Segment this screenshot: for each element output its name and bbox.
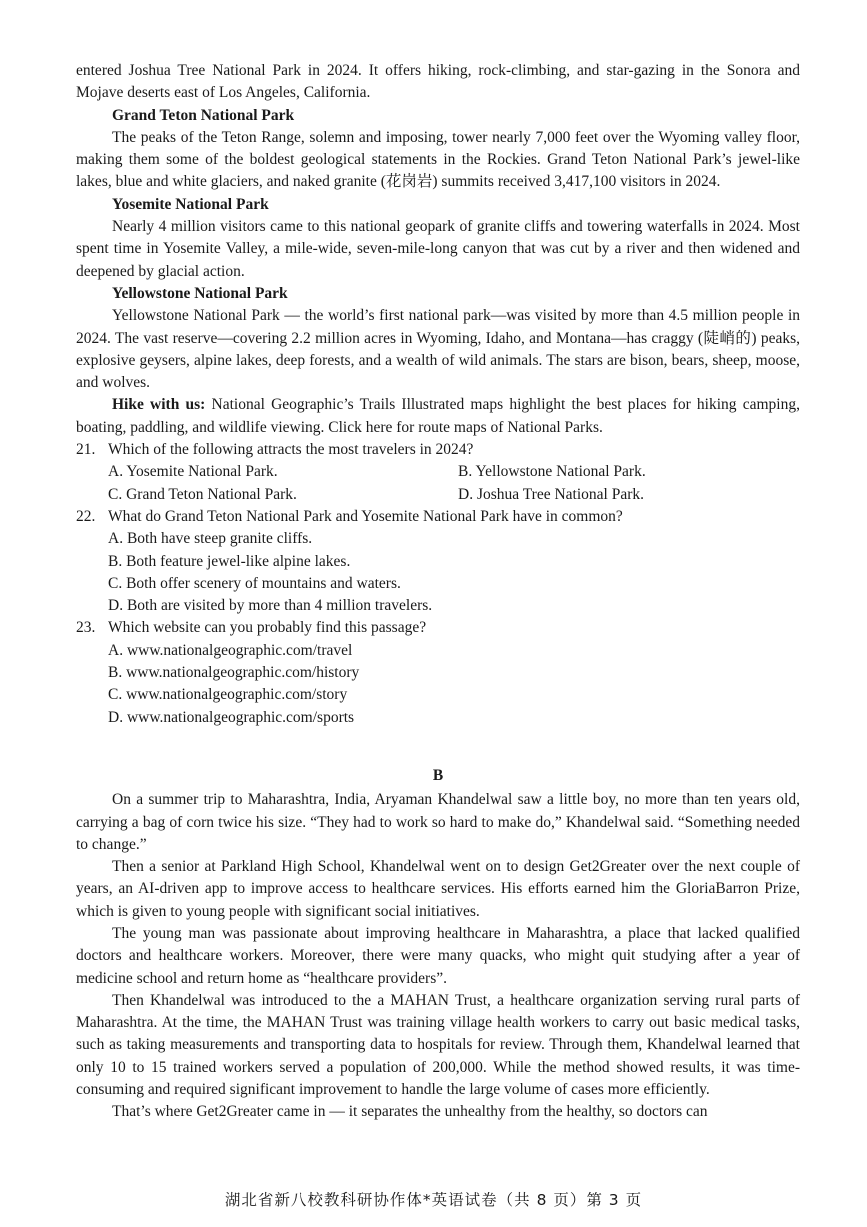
- park-section-yellowstone: [76, 283, 800, 394]
- passage-b-paragraph: That’s where Get2Greater came in — it separates the unhealthy from the healthy, so doctors can: [112, 1103, 708, 1121]
- answer-option-d: D. Both are visited by more than 4 million travelers.: [108, 597, 433, 615]
- hike-label: Hike with us:: [112, 396, 206, 414]
- passage-b-letter: B: [432, 766, 444, 784]
- question-21: [76, 439, 800, 506]
- answer-option-c: C. Grand Teton National Park.: [108, 485, 297, 503]
- question-stem: Which website can you probably find this passage?: [108, 619, 427, 637]
- park-heading: Grand Teton National Park: [112, 106, 295, 124]
- passage-b-paragraph: Then a senior at Parkland High School, Khandelwal went on to design Get2Greater over the next couple of years, an AI-driven app to improve access to healthcare services. His efforts earned him the GloriaBarron Prize, which is given to young people with significant social initiatives.: [76, 858, 800, 920]
- answer-option-c: C. Both offer scenery of mountains and waters.: [108, 574, 401, 592]
- answer-option-b: B. Both feature jewel-like alpine lakes.: [108, 552, 351, 570]
- answer-option-c: C. www.nationalgeographic.com/story: [108, 686, 348, 704]
- passage-a-intro: entered Joshua Tree National Park in 2024. It offers hiking, rock-climbing, and star-gazing in the Sonora and Mojave deserts east of Los Angeles, California.: [76, 62, 800, 102]
- question-23: [76, 617, 800, 728]
- answer-option-a: A. Both have steep granite cliffs.: [108, 530, 313, 548]
- park-section-yosemite: [76, 194, 800, 283]
- question-number: 23.: [76, 619, 96, 637]
- hike-text: National Geographic’s Trails Illustrated maps highlight the best places for hiking camping, boating, paddling, and wildlife viewing. Click here for route maps of National Parks.: [76, 396, 800, 436]
- answer-option-b: B. www.nationalgeographic.com/history: [108, 664, 360, 682]
- question-number: 21.: [76, 441, 96, 459]
- passage-b-paragraph: Then Khandelwal was introduced to the a MAHAN Trust, a healthcare organization serving rural parts of Maharashtra. At the time, the MAHAN Trust was training village health workers to carry out basic medical tasks, such as taking measurements and transporting data to hospitals for review. Through them, Khandelwal learned that only 10 to 15 trained workers served a population of 200,000. While the method showed results, it was time-consuming and required significant improvement to handle the large volume of cases more efficiently.: [76, 991, 800, 1099]
- question-22: [76, 506, 800, 617]
- park-section-grand-teton: [76, 105, 800, 194]
- exam-page: [76, 60, 800, 1124]
- page-footer: 湖北省新八校教科研协作体*英语试卷（共 8 页）第 3 页: [224, 1191, 643, 1209]
- question-number: 22.: [76, 507, 96, 525]
- answer-option-d: D. www.nationalgeographic.com/sports: [108, 708, 355, 726]
- answer-option-b: B. Yellowstone National Park.: [458, 463, 646, 481]
- park-heading: Yellowstone National Park: [112, 284, 288, 302]
- answer-option-a: A. www.nationalgeographic.com/travel: [108, 641, 353, 659]
- question-stem: Which of the following attracts the most travelers in 2024?: [108, 441, 474, 459]
- park-heading: Yosemite National Park: [112, 195, 269, 213]
- hike-paragraph: [76, 394, 800, 439]
- question-stem: What do Grand Teton National Park and Yosemite National Park have in common?: [108, 507, 623, 525]
- park-description: The peaks of the Teton Range, solemn and imposing, tower nearly 7,000 feet over the Wyoming valley floor, making them some of the boldest geological statements in the Rockies. Grand Teton National Park’s jewel-like lakes, blue and white glaciers, and naked granite (花岗岩) summits received 3,417,100 visitors in 2024.: [76, 128, 800, 191]
- answer-option-d: D. Joshua Tree National Park.: [458, 485, 644, 503]
- park-description: Nearly 4 million visitors came to this national geopark of granite cliffs and towering waterfalls in 2024. Most spent time in Yosemite Valley, a mile-wide, seven-mile-long canyon that was cut by a river and then widened and deepened by glacial action.: [76, 218, 800, 280]
- passage-b-paragraph: The young man was passionate about improving healthcare in Maharashtra, a place that lacked qualified doctors and healthcare workers. Moreover, there were many quacks, who might quit studying after a year of medicine school and return home as “healthcare providers”.: [76, 924, 800, 987]
- answer-option-a: A. Yosemite National Park.: [108, 463, 278, 481]
- passage-b-paragraph: On a summer trip to Maharashtra, India, Aryaman Khandelwal saw a little boy, no more than ten years old, carrying a bag of corn twice his size. “They had to work so hard to make do,” Khandelwal said. “Something needed to change.”: [76, 791, 800, 853]
- park-description: Yellowstone National Park — the world’s first national park—was visited by more than 4.5 million people in 2024. The vast reserve—covering 2.2 million acres in Wyoming, Idaho, and Montana—has craggy (陡峭的) peaks, explosive geysers, alpine lakes, deep forests, and a wealth of wild animals. The stars are bison, bears, sheep, moose, and wolves.: [76, 307, 800, 392]
